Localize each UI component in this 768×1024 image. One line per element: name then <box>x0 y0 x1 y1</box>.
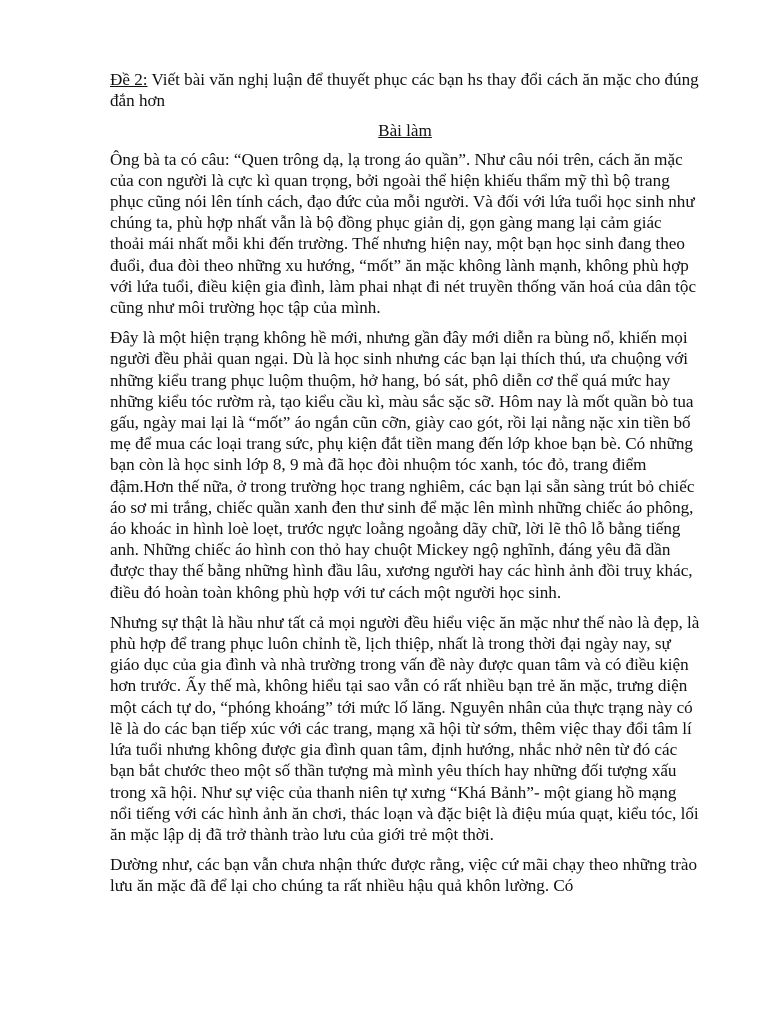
paragraph-3: Nhưng sự thật là hầu như tất cả mọi người đều hiểu việc ăn mặc như thế nào là đẹp, là phù hợp để trang phục luôn chỉnh tề, lịch thiệp, nhất là trong thời đại ngày nay, sự giáo dục của gia đình và nhà trường trong vấn đề này được quan tâm và có điều kiện hơn trước. Ấy thế mà, không hiểu tại sao vẫn có rất nhiều bạn trẻ ăn mặc, trưng diện một cách tự do, “phóng khoáng” tới mức lố lăng. Nguyên nhân của thực trạng này có lẽ là do các bạn tiếp xúc với các trang, mạng xã hội từ sớm, thêm việc thay đổi tâm lí lứa tuổi nhưng không được gia đình quan tâm, định hướng, nhắc nhở nên từ đó các bạn bắt chước theo một số thần tượng mà mình yêu thích hay những đối tượng xấu trong xã hội. Như sự việc của thanh niên tự xưng “Khá Bảnh”- một giang hồ mạng nổi tiếng với các hình ảnh ăn chơi, thác loạn và đặc biệt là điệu múa quạt, kiểu tóc, lối ăn mặc lập dị đã trở thành trào lưu của giới trẻ một thời. <box>110 612 700 844</box>
document-body <box>110 69 700 897</box>
title-text: Viết bài văn nghị luận để thuyết phục các bạn hs thay đổi cách ăn mặc cho đúng đắn hơn <box>110 70 699 111</box>
paragraph-2: Đây là một hiện trạng không hề mới, nhưng gần đây mới diễn ra bùng nổ, khiến mọi người đều phải quan ngại. Dù là học sinh nhưng các bạn lại thích thú, ưa chuộng với những kiểu trang phục luộm thuộm, hở hang, bó sát, phô diễn cơ thể quá mức hay những kiểu tóc rườm rà, tạo kiểu cầu kì, màu sắc sặc sỡ. Hôm nay là mốt quần bò tua gấu, ngày mai lại là “mốt” áo ngắn cũn cỡn, giày cao gót, rồi lại nằng nặc xin tiền bố mẹ để mua các loại trang sức, phụ kiện đắt tiền mang đến lớp khoe bạn bè. Có những bạn còn là học sinh lớp 8, 9 mà đã học đòi nhuộm tóc xanh, tóc đỏ, trang điểm đậm.Hơn thế nữa, ở trong trường học trang nghiêm, các bạn lại sẵn sàng trút bỏ chiếc áo sơ mi trắng, chiếc quần xanh đen thư sinh để mặc lên mình những chiếc áo phông, áo khoác in hình loè loẹt, trước ngực loằng ngoằng dãy chữ, lời lẽ thô lỗ bằng tiếng anh. Những chiếc áo hình con thỏ hay chuột Mickey ngộ nghĩnh, đáng yêu đã dần được thay thế bằng những hình đầu lâu, xương người hay các hình ảnh đồi truỵ khác, điều đó hoàn toàn không phù hợp với tư cách một người học sinh. <box>110 328 695 602</box>
document-title <box>110 69 700 111</box>
paragraph-4: Dường như, các bạn vẫn chưa nhận thức được rằng, việc cứ mãi chạy theo những trào lưu ăn mặc đã để lại cho chúng ta rất nhiều hậu quả khôn lường. Có <box>110 855 697 896</box>
title-label: Đề 2: <box>110 70 148 89</box>
essay-heading <box>110 120 700 141</box>
paragraph-1: Ông bà ta có câu: “Quen trông dạ, lạ trong áo quần”. Như câu nói trên, cách ăn mặc của con người là cực kì quan trọng, bởi ngoài thể hiện khiếu thẩm mỹ thì bộ trang phục cũng nói lên tính cách, đạo đức của mỗi người. Và đối với lứa tuổi học sinh như chúng ta, phù hợp nhất vẫn là bộ đồng phục giản dị, gọn gàng mang lại cảm giác thoải mái nhất mỗi khi đến trường. Thế nhưng hiện nay, một bạn học sinh đang theo đuổi, đua đòi theo những xu hướng, “mốt” ăn mặc không lành mạnh, không phù hợp với lứa tuổi, điều kiện gia đình, làm phai nhạt đi nét truyền thống văn hoá của dân tộc cũng như môi trường học tập của mình. <box>110 149 697 318</box>
essay-heading-text: Bài làm <box>378 121 432 141</box>
